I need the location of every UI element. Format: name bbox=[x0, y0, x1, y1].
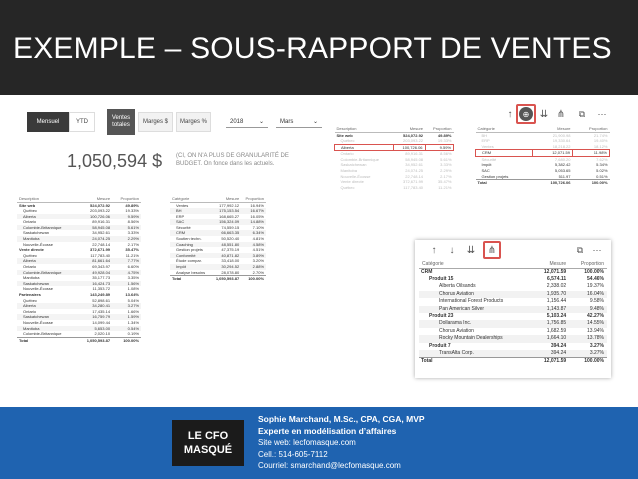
row-measure: 1,143.87 bbox=[532, 306, 569, 313]
row-proportion: 3.27% bbox=[569, 350, 607, 358]
row-proportion: 21.74% bbox=[593, 132, 608, 138]
row-label: Alberta bbox=[17, 258, 77, 264]
row-measure: 203,093.22 bbox=[403, 138, 424, 144]
column-header[interactable]: Description bbox=[17, 195, 77, 202]
table-row[interactable] bbox=[419, 306, 607, 313]
column-header[interactable]: Mesure bbox=[77, 195, 112, 202]
row-measure: 372,671.99 bbox=[90, 247, 111, 253]
arrow-up-icon[interactable]: ↑ bbox=[431, 244, 437, 256]
row-measure: 5,053.65 bbox=[554, 168, 571, 174]
row-proportion: 3.35% bbox=[127, 275, 139, 281]
row-proportion: 16.67% bbox=[241, 208, 266, 214]
row-label: CRM bbox=[421, 268, 433, 275]
row-proportion: 4.51% bbox=[252, 247, 264, 253]
row-label: Colombie-Britannique bbox=[17, 270, 77, 276]
chevron-down-icon: ⌄ bbox=[258, 119, 264, 125]
row-label: Total bbox=[170, 276, 211, 282]
row-label: Québec bbox=[340, 138, 355, 144]
row-proportion: 4.81% bbox=[252, 236, 264, 242]
year-value: 2018 bbox=[230, 118, 244, 125]
drill-category-table bbox=[475, 125, 610, 210]
row-label: Manitoba bbox=[17, 236, 77, 242]
row-proportion: 2.17% bbox=[127, 241, 139, 247]
row-proportion: 5.61% bbox=[440, 156, 452, 162]
row-measure: 1,156.44 bbox=[546, 298, 567, 305]
row-proportion: 7.10% bbox=[252, 224, 264, 230]
row-measure: 1,935.70 bbox=[532, 291, 569, 298]
drilldown-zoom-panel bbox=[415, 240, 611, 378]
row-label: Colombie-Britannique bbox=[340, 156, 379, 162]
column-header[interactable]: Proportion bbox=[573, 125, 610, 132]
row-proportion: 3.20% bbox=[252, 258, 264, 264]
row-measure: 372,671.99 bbox=[403, 179, 424, 185]
row-proportion: 11.98% bbox=[573, 150, 610, 157]
author-role: Experte en modélisation d’affaires bbox=[258, 426, 397, 436]
row-proportion: 3.33% bbox=[127, 230, 139, 236]
arrow-up-icon[interactable]: ↑ bbox=[507, 108, 513, 120]
row-measure: 52,898.61 bbox=[92, 297, 111, 303]
column-header[interactable]: Proportion bbox=[241, 195, 266, 202]
row-measure: 12,071.59 bbox=[532, 358, 569, 366]
row-proportion: 5.02% bbox=[596, 168, 608, 174]
mensuel-button[interactable]: Mensuel bbox=[27, 112, 69, 132]
drill-down-icon[interactable]: ⊕ bbox=[519, 107, 533, 121]
row-proportion: 11.21% bbox=[125, 252, 139, 258]
row-measure: 100,726.06 bbox=[393, 144, 425, 151]
expand-highlight bbox=[483, 241, 501, 259]
chevron-down-icon: ⌄ bbox=[312, 119, 318, 125]
row-proportion: 49.89% bbox=[437, 132, 452, 138]
row-label: Québec bbox=[23, 208, 38, 214]
row-label: Alberta bbox=[17, 214, 77, 220]
row-measure: 203,093.22 bbox=[90, 208, 111, 214]
row-proportion: 5.04% bbox=[127, 297, 139, 303]
row-measure: 168,665.27 bbox=[219, 213, 240, 219]
row-label: Colombie-Britannique bbox=[23, 331, 62, 337]
row-label: Gestion projets bbox=[176, 247, 203, 253]
row-measure: 89,916.31 bbox=[405, 151, 424, 157]
row-proportion: 1.66% bbox=[127, 308, 139, 314]
row-measure: 100,726.06 bbox=[533, 180, 573, 186]
marges-pct-button[interactable]: Marges % bbox=[176, 112, 211, 132]
row-proportion: 8.56% bbox=[440, 151, 452, 157]
ventes-totales-button[interactable] bbox=[107, 109, 135, 135]
table-row[interactable] bbox=[419, 268, 607, 276]
row-proportion: 18.12% bbox=[593, 143, 608, 149]
row-label: ERP bbox=[481, 138, 490, 144]
table-row[interactable] bbox=[476, 180, 610, 186]
row-proportion: 19.40% bbox=[593, 138, 608, 144]
table-header-row bbox=[419, 260, 607, 268]
row-measure: 16,424.73 bbox=[77, 281, 112, 287]
row-proportion: 1.56% bbox=[112, 281, 141, 287]
row-proportion: 5.34% bbox=[596, 162, 608, 168]
row-proportion: 2.70% bbox=[252, 269, 264, 275]
row-proportion: 0.54% bbox=[112, 326, 141, 332]
row-proportion: 1.59% bbox=[112, 314, 141, 320]
row-label: Ontario bbox=[23, 264, 37, 270]
row-label: Nouvelle-Écosse bbox=[23, 319, 54, 325]
column-header[interactable]: Catégorie bbox=[476, 125, 533, 132]
row-label: Chorus Aviation bbox=[419, 291, 532, 298]
row-proportion: 13.78% bbox=[569, 335, 607, 342]
row-label: Site web bbox=[19, 202, 36, 208]
table-row[interactable] bbox=[419, 283, 607, 290]
row-label: Saskatchewan bbox=[23, 230, 50, 236]
row-proportion: 2.88% bbox=[241, 264, 266, 270]
row-measure: 33,418.00 bbox=[221, 258, 240, 264]
row-measure: 30,294.52 bbox=[211, 264, 241, 270]
granularity-note: (CI, ON N'A PLUS DE GRANULARITÉ DE BUDGET. On fonce dans les actuels. bbox=[176, 153, 289, 167]
table-row[interactable] bbox=[419, 328, 607, 335]
logo-line-1: LE CFO bbox=[187, 430, 229, 442]
row-label: Alberta bbox=[17, 303, 77, 309]
row-measure: 50,520.40 bbox=[221, 236, 240, 242]
row-proportion: 1.08% bbox=[127, 286, 139, 292]
website-line: Site web: lecfomasque.com bbox=[258, 438, 356, 447]
row-label: CRM bbox=[476, 150, 533, 157]
row-measure: 58,945.08 bbox=[77, 225, 112, 231]
row-label: Nouvelle-Écosse bbox=[340, 173, 371, 179]
row-label: CRM bbox=[170, 230, 211, 236]
table-row[interactable] bbox=[17, 337, 141, 343]
row-measure: 1,682.59 bbox=[546, 327, 567, 334]
marges-dollar-button[interactable]: Marges $ bbox=[138, 112, 173, 132]
row-label: Chorus Aviation bbox=[439, 327, 474, 334]
row-label: Saskatchewan bbox=[17, 281, 77, 287]
row-proportion: 4.75% bbox=[112, 270, 141, 276]
table-row[interactable] bbox=[476, 150, 610, 157]
column-header[interactable]: Catégorie bbox=[419, 260, 532, 268]
row-measure: 17,435.14 bbox=[92, 308, 111, 314]
ventes-label-2: totales bbox=[112, 122, 130, 128]
row-measure: 48,551.80 bbox=[211, 242, 241, 248]
focus-mode-icon[interactable]: ⧉ bbox=[576, 244, 584, 255]
row-measure: 6,574.11 bbox=[546, 275, 567, 282]
row-proportion: 14.55% bbox=[569, 320, 607, 327]
row-label: Vente directe bbox=[340, 179, 364, 185]
table-header-row bbox=[170, 195, 266, 202]
table-row[interactable] bbox=[419, 313, 607, 320]
row-measure: 100,726.06 bbox=[77, 214, 112, 220]
row-measure: 34,280.41 bbox=[77, 303, 112, 309]
row-measure: 16,759.79 bbox=[77, 314, 112, 320]
row-measure: 81,661.64 bbox=[77, 258, 112, 264]
row-proportion: 2.17% bbox=[440, 173, 452, 179]
table-row[interactable] bbox=[419, 358, 607, 366]
row-label: Québec bbox=[23, 297, 38, 303]
row-proportion: 9.48% bbox=[569, 306, 607, 313]
row-measure: 394.24 bbox=[532, 350, 569, 358]
column-header[interactable]: Mesure bbox=[533, 125, 573, 132]
row-label: Ventes bbox=[176, 202, 189, 208]
row-proportion: 3.89% bbox=[241, 253, 266, 259]
row-measure: 524,072.92 bbox=[403, 132, 424, 138]
sales-by-category-table bbox=[170, 195, 266, 315]
row-label: BH bbox=[170, 208, 211, 214]
row-proportion: 35.47% bbox=[125, 247, 139, 253]
row-label: International Forest Products bbox=[439, 298, 504, 305]
row-measure: 21,900.98 bbox=[552, 132, 571, 138]
row-measure: 47,375.19 bbox=[221, 247, 240, 253]
sales-by-channel-table bbox=[17, 195, 141, 390]
row-proportion: 19.33% bbox=[437, 138, 452, 144]
row-label: Ontario bbox=[23, 308, 37, 314]
row-measure: 156,324.09 bbox=[211, 219, 241, 225]
logo-line-2: MASQUÉ bbox=[183, 444, 233, 456]
row-label: Soutien techn. bbox=[176, 236, 202, 242]
row-label: Manitoba bbox=[340, 168, 357, 174]
row-measure: 117,783.40 bbox=[403, 184, 424, 190]
row-label: Analyse besoins bbox=[176, 269, 206, 275]
expand-all-icon[interactable]: ⇊ bbox=[466, 244, 476, 256]
row-label: Total bbox=[419, 358, 532, 366]
row-label: Total bbox=[476, 180, 533, 186]
table-header-row bbox=[476, 125, 610, 132]
row-proportion: 1.34% bbox=[127, 319, 139, 325]
row-proportion: 100.00% bbox=[584, 268, 604, 275]
table-row[interactable] bbox=[419, 298, 607, 305]
row-label: TransAlta Corp. bbox=[419, 350, 532, 358]
row-proportion: 19.37% bbox=[587, 283, 604, 290]
row-measure: 12,071.59 bbox=[533, 150, 573, 157]
row-measure: 24,074.25 bbox=[77, 236, 112, 242]
row-measure: 35,177.73 bbox=[92, 275, 111, 281]
row-proportion: 8.56% bbox=[127, 219, 139, 225]
row-label: Produit 23 bbox=[429, 312, 454, 319]
row-proportion: 9.59% bbox=[112, 214, 141, 220]
row-label: Dollarama Inc. bbox=[419, 320, 532, 327]
slide-title: EXEMPLE – SOUS-RAPPORT DE VENTES bbox=[13, 32, 612, 65]
split-icon[interactable]: ⋔ bbox=[556, 108, 566, 120]
row-measure: 1,756.85 bbox=[532, 320, 569, 327]
row-proportion: 19.33% bbox=[125, 208, 139, 214]
row-label: Produit 15 bbox=[429, 275, 454, 282]
row-proportion: 16.04% bbox=[569, 291, 607, 298]
row-label: Saskatchewan bbox=[340, 162, 367, 168]
row-label: Site web bbox=[336, 132, 353, 138]
row-label: Total bbox=[17, 337, 77, 343]
row-proportion: 11.21% bbox=[438, 184, 452, 190]
table-row[interactable] bbox=[419, 335, 607, 342]
year-select[interactable] bbox=[226, 116, 268, 128]
table-row[interactable] bbox=[419, 320, 607, 327]
row-measure: 1,664.10 bbox=[532, 335, 569, 342]
row-proportion: 16.94% bbox=[250, 202, 264, 208]
row-label: Nouvelle-Écosse bbox=[23, 241, 54, 247]
row-label: Rocky Mountain Dealerships bbox=[419, 335, 532, 342]
month-select[interactable] bbox=[276, 116, 322, 128]
row-proportion: 9.59% bbox=[425, 144, 453, 151]
row-proportion: 100.00% bbox=[569, 358, 607, 366]
row-label: Impôt bbox=[481, 162, 492, 168]
row-proportion: 100.00% bbox=[241, 276, 266, 282]
row-measure: 117,783.40 bbox=[90, 252, 111, 258]
row-proportion: 16.05% bbox=[250, 213, 264, 219]
row-measure: 2,338.02 bbox=[546, 283, 567, 290]
row-label: Étude compar. bbox=[176, 258, 202, 264]
column-header[interactable]: Proportion bbox=[112, 195, 141, 202]
row-measure: 22,748.14 bbox=[405, 173, 424, 179]
table-row[interactable] bbox=[419, 343, 607, 350]
row-proportion: 5.61% bbox=[112, 225, 141, 231]
more-options-icon[interactable]: ⋯ bbox=[592, 244, 602, 255]
expand-hierarchy-icon[interactable]: ⇊ bbox=[539, 108, 549, 120]
row-measure: 74,559.15 bbox=[221, 224, 240, 230]
row-proportion: 35.47% bbox=[437, 179, 452, 185]
row-proportion: 7.62% bbox=[596, 156, 608, 162]
email-line: Courriel: smarchand@lecfomasque.com bbox=[258, 461, 401, 470]
table-row[interactable] bbox=[170, 276, 266, 282]
drill-down-highlight bbox=[516, 104, 536, 124]
row-measure: 19,330.64 bbox=[552, 138, 571, 144]
row-proportion: 7.77% bbox=[112, 258, 141, 264]
row-proportion: 6.60% bbox=[127, 264, 139, 270]
row-measure: 22,748.14 bbox=[92, 241, 111, 247]
row-measure: 14,099.44 bbox=[92, 319, 111, 325]
row-measure: 7,680.20 bbox=[554, 156, 571, 162]
contact-block bbox=[258, 414, 425, 472]
row-measure: 12,071.59 bbox=[543, 268, 567, 275]
table-row[interactable] bbox=[419, 350, 607, 358]
row-proportion: 13.64% bbox=[125, 292, 139, 297]
row-measure: 11,353.72 bbox=[92, 286, 111, 292]
row-proportion: 42.27% bbox=[587, 312, 604, 319]
row-proportion: 2.29% bbox=[440, 168, 452, 174]
row-measure: 2,020.10 bbox=[94, 331, 111, 337]
column-header[interactable]: Proportion bbox=[569, 260, 607, 268]
row-measure: 1,050,593.87 bbox=[77, 337, 112, 343]
row-label: Impôt bbox=[170, 264, 211, 270]
row-proportion: 2.29% bbox=[112, 236, 141, 242]
table-header-row bbox=[17, 195, 141, 202]
row-label: Québec bbox=[23, 252, 38, 258]
column-header[interactable]: Mesure bbox=[393, 125, 425, 132]
drilldown-table bbox=[419, 260, 607, 366]
row-proportion: 14.88% bbox=[241, 219, 266, 225]
row-measure: 40,871.82 bbox=[211, 253, 241, 259]
row-label: Partenaires bbox=[19, 292, 41, 297]
row-measure: 28,078.80 bbox=[221, 269, 240, 275]
row-label: Ontario bbox=[340, 151, 354, 157]
row-label: Nouvelle-Écosse bbox=[23, 286, 54, 292]
row-proportion: 0.19% bbox=[127, 331, 139, 337]
ventes-label-1: Ventes bbox=[111, 115, 131, 121]
column-header[interactable]: Mesure bbox=[211, 195, 241, 202]
row-measure: 34,952.61 bbox=[405, 162, 424, 168]
row-measure: 175,153.54 bbox=[211, 208, 241, 214]
phone-line: Cell.: 514-605-7112 bbox=[258, 449, 328, 459]
row-label: BH bbox=[481, 132, 488, 138]
arrow-down-icon[interactable]: ↓ bbox=[449, 244, 455, 256]
column-header[interactable]: Catégorie bbox=[170, 195, 211, 202]
row-label: Manitoba bbox=[23, 275, 40, 281]
row-proportion: 100.00% bbox=[573, 180, 610, 186]
row-measure: 143,249.89 bbox=[90, 292, 111, 297]
slide-title-bar bbox=[0, 0, 638, 95]
row-label: Saskatchewan bbox=[17, 314, 77, 320]
focus-mode-icon[interactable]: ⧉ bbox=[578, 108, 586, 119]
column-header[interactable]: Mesure bbox=[532, 260, 569, 268]
row-proportion: 49.89% bbox=[125, 202, 139, 208]
row-label: Produit 7 bbox=[429, 342, 451, 349]
row-label: Alberta Oilsands bbox=[439, 283, 476, 290]
table-row[interactable] bbox=[335, 185, 454, 191]
row-measure: 5,653.00 bbox=[77, 326, 112, 332]
le-cfo-masque-logo bbox=[172, 420, 244, 466]
row-label: Vente directe bbox=[19, 247, 44, 253]
column-header[interactable]: Description bbox=[335, 125, 394, 132]
row-measure: 49,928.04 bbox=[77, 270, 112, 276]
row-label: Colombie-Britannique bbox=[17, 225, 77, 231]
row-proportion: 3.33% bbox=[440, 162, 452, 168]
kpi-total-sales: 1,050,594 $ bbox=[67, 151, 163, 171]
footer-banner bbox=[0, 407, 638, 479]
row-label: Manitoba bbox=[17, 326, 77, 332]
row-measure: 66,663.35 bbox=[211, 230, 241, 236]
row-measure: 34,952.61 bbox=[92, 230, 111, 236]
row-proportion: 3.27% bbox=[589, 342, 604, 349]
row-label: Ventes bbox=[481, 143, 494, 149]
row-label: Coaching bbox=[170, 242, 211, 248]
row-proportion: 6.34% bbox=[241, 230, 266, 236]
row-proportion: 13.94% bbox=[587, 327, 604, 334]
row-proportion: 100.00% bbox=[112, 337, 141, 343]
row-measure: 511.97 bbox=[558, 173, 571, 179]
row-proportion: 9.58% bbox=[589, 298, 604, 305]
row-measure: 177,992.12 bbox=[219, 202, 240, 208]
row-label: Sécurité bbox=[176, 224, 191, 230]
table-row[interactable] bbox=[419, 276, 607, 283]
author-name: Sophie Marchand, M.Sc., CPA, CGA, MVP bbox=[258, 414, 425, 424]
drill-channel-table bbox=[334, 125, 454, 215]
more-options-icon[interactable]: ⋯ bbox=[597, 108, 607, 119]
row-measure: 394.24 bbox=[550, 342, 567, 349]
row-label: SAC bbox=[481, 168, 490, 174]
row-label: Sécurité bbox=[481, 156, 497, 162]
row-measure: 5,382.42 bbox=[554, 162, 571, 168]
row-label: Ontario bbox=[23, 219, 37, 225]
expand-hierarchy-icon[interactable]: ⋔ bbox=[487, 244, 497, 256]
table-row[interactable] bbox=[419, 291, 607, 298]
row-measure: 58,945.08 bbox=[405, 156, 424, 162]
row-measure: 5,103.24 bbox=[546, 312, 567, 319]
ytd-button[interactable]: YTD bbox=[69, 112, 95, 132]
row-label: Gestion projets bbox=[481, 173, 509, 179]
row-label: SAC bbox=[170, 219, 211, 225]
table-header-row bbox=[335, 125, 454, 132]
column-header[interactable]: Proportion bbox=[425, 125, 453, 132]
month-value: Mars bbox=[280, 118, 294, 125]
row-label: Pan American Silver bbox=[419, 306, 532, 313]
row-proportion: 0.51% bbox=[596, 173, 608, 179]
row-proportion: 4.58% bbox=[241, 242, 266, 248]
row-measure: 69,343.97 bbox=[92, 264, 111, 270]
row-proportion: 54.46% bbox=[587, 275, 604, 282]
row-label: Alberta bbox=[335, 144, 394, 151]
row-label: Québec bbox=[340, 184, 355, 190]
row-measure: 1,050,593.87 bbox=[211, 276, 241, 282]
row-proportion: 3.27% bbox=[112, 303, 141, 309]
row-label: ERP bbox=[176, 213, 185, 219]
row-label: Conformité bbox=[170, 253, 211, 259]
row-measure: 524,072.92 bbox=[90, 202, 111, 208]
row-measure: 24,074.25 bbox=[405, 168, 424, 174]
table-row[interactable] bbox=[335, 144, 454, 151]
row-measure: 18,218.22 bbox=[552, 143, 571, 149]
row-measure: 89,916.31 bbox=[92, 219, 111, 225]
